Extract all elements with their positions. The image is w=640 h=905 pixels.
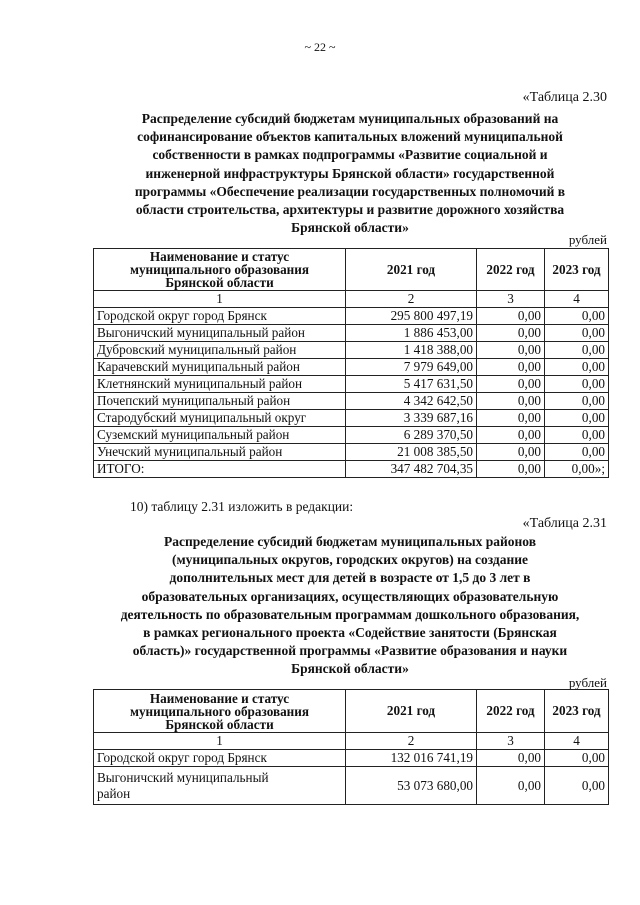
row-name: Клетнянский муниципальный район bbox=[94, 376, 346, 393]
row-2023: 0,00 bbox=[545, 750, 609, 767]
title-line: софинансирование объектов капитальных вложений муниципальной bbox=[137, 129, 563, 145]
total-row bbox=[94, 461, 609, 478]
title-line: (муниципальных округов, городских округов) на создание bbox=[171, 552, 529, 568]
row-2022: 0,00 bbox=[477, 308, 545, 325]
column-number: 3 bbox=[477, 733, 545, 750]
table-row bbox=[94, 767, 609, 805]
table-row bbox=[94, 427, 609, 444]
row-2023: 0,00 bbox=[545, 308, 609, 325]
row-name: Унечский муниципальный район bbox=[94, 444, 346, 461]
row-2023: 0,00 bbox=[545, 767, 609, 805]
total-2023: 0,00»; bbox=[545, 461, 609, 478]
header-2023: 2023 год bbox=[545, 690, 609, 733]
table-row bbox=[94, 376, 609, 393]
table-row bbox=[94, 342, 609, 359]
row-2023: 0,00 bbox=[545, 376, 609, 393]
title-line: Распределение субсидий бюджетам муниципальных образований на bbox=[141, 111, 559, 126]
table-2-31 bbox=[93, 689, 609, 805]
row-2022: 0,00 bbox=[477, 750, 545, 767]
header-name-line: муниципального образования bbox=[129, 262, 310, 277]
title-line: дополнительных мест для детей в возрасте от 1,5 до 3 лет в bbox=[169, 570, 531, 586]
page-number: ~ 22 ~ bbox=[304, 40, 336, 54]
row-name: Выгоничский муниципальный район bbox=[94, 325, 346, 342]
title-line: Распределение субсидий бюджетам муниципальных районов bbox=[163, 534, 537, 549]
row-name: Суземский муниципальный район bbox=[94, 427, 346, 444]
row-2023: 0,00 bbox=[545, 342, 609, 359]
table-2-31-unit: рублей bbox=[568, 675, 607, 690]
column-number: 2 bbox=[346, 291, 477, 308]
table-row bbox=[94, 444, 609, 461]
title-line: Брянской области» bbox=[291, 220, 409, 236]
row-2022: 0,00 bbox=[477, 342, 545, 359]
column-number: 3 bbox=[477, 291, 545, 308]
row-2021: 1 418 388,00 bbox=[346, 342, 477, 359]
row-2022: 0,00 bbox=[477, 393, 545, 410]
header-2021: 2021 год bbox=[346, 249, 477, 291]
column-number-row bbox=[94, 733, 609, 750]
column-number: 1 bbox=[94, 291, 346, 308]
column-number: 4 bbox=[545, 733, 609, 750]
row-2021: 1 886 453,00 bbox=[346, 325, 477, 342]
row-2021: 295 800 497,19 bbox=[346, 308, 477, 325]
header-2023: 2023 год bbox=[545, 249, 609, 291]
row-2022: 0,00 bbox=[477, 359, 545, 376]
table-header-row bbox=[94, 690, 609, 733]
title-line: Брянской области» bbox=[291, 661, 409, 677]
row-2022: 0,00 bbox=[477, 427, 545, 444]
row-2021: 132 016 741,19 bbox=[346, 750, 477, 767]
row-2021: 5 417 631,50 bbox=[346, 376, 477, 393]
column-number: 1 bbox=[94, 733, 346, 750]
row-name: Городской округ город Брянск bbox=[94, 750, 346, 767]
amendment-paragraph: 10) таблицу 2.31 изложить в редакции: bbox=[130, 499, 354, 514]
row-name-line: Выгоничский муниципальный bbox=[97, 769, 269, 785]
table-row bbox=[94, 325, 609, 342]
row-2021: 4 342 642,50 bbox=[346, 393, 477, 410]
table-2-30-reference: «Таблица 2.30 bbox=[522, 90, 607, 105]
header-2022: 2022 год bbox=[477, 690, 545, 733]
row-2021: 7 979 649,00 bbox=[346, 359, 477, 376]
table-2-31-reference: «Таблица 2.31 bbox=[522, 516, 607, 531]
column-number: 2 bbox=[346, 733, 477, 750]
table-header-row bbox=[94, 249, 609, 291]
row-name: Карачевский муниципальный район bbox=[94, 359, 346, 376]
row-name: Стародубский муниципальный округ bbox=[94, 410, 346, 427]
total-2022: 0,00 bbox=[477, 461, 545, 478]
row-2022: 0,00 bbox=[477, 410, 545, 427]
title-line: область)» государственной программы «Развитие образования и науки bbox=[132, 643, 568, 659]
title-line: образовательных организациях, осуществляющих образовательную bbox=[141, 588, 559, 604]
table-row bbox=[94, 359, 609, 376]
row-2022: 0,00 bbox=[477, 444, 545, 461]
row-2023: 0,00 bbox=[545, 427, 609, 444]
row-2023: 0,00 bbox=[545, 444, 609, 461]
title-line: в рамках регионального проекта «Содействие занятости (Брянская bbox=[143, 625, 557, 641]
table-row bbox=[94, 410, 609, 427]
title-line: инженерной инфраструктуры Брянской области» государственной bbox=[145, 165, 555, 181]
row-2022: 0,00 bbox=[477, 376, 545, 393]
row-2023: 0,00 bbox=[545, 325, 609, 342]
title-line: собственности в рамках подпрограммы «Развитие социальной и bbox=[152, 147, 548, 163]
title-line: программы «Обеспечение реализации государственных полномочий в bbox=[134, 183, 566, 199]
table-2-30-title bbox=[95, 110, 605, 237]
header-name bbox=[94, 690, 346, 733]
table-row bbox=[94, 308, 609, 325]
title-line: области строительства, архитектуры и развитие дорожного хозяйства bbox=[135, 202, 565, 218]
column-number-row bbox=[94, 291, 609, 308]
header-2021: 2021 год bbox=[346, 690, 477, 733]
row-2023: 0,00 bbox=[545, 410, 609, 427]
table-2-31-title bbox=[95, 533, 605, 679]
row-2023: 0,00 bbox=[545, 393, 609, 410]
row-2022: 0,00 bbox=[477, 325, 545, 342]
row-name: Городской округ город Брянск bbox=[94, 308, 346, 325]
header-name-line: Брянской области bbox=[165, 716, 274, 732]
header-name-line: Наименование и статус bbox=[149, 690, 290, 706]
table-2-30 bbox=[93, 248, 609, 478]
header-name-line: Наименование и статус bbox=[149, 249, 290, 264]
table-row bbox=[94, 393, 609, 410]
table-row bbox=[94, 750, 609, 767]
header-name bbox=[94, 249, 346, 291]
header-name-line: муниципального образования bbox=[129, 703, 310, 719]
row-name: Почепский муниципальный район bbox=[94, 393, 346, 410]
table-2-30-unit: рублей bbox=[568, 232, 607, 247]
title-line: деятельность по образовательным программам дошкольного образования, bbox=[120, 606, 580, 622]
row-2021: 21 008 385,50 bbox=[346, 444, 477, 461]
header-2022: 2022 год bbox=[477, 249, 545, 291]
column-number: 4 bbox=[545, 291, 609, 308]
row-2022: 0,00 bbox=[477, 767, 545, 805]
total-2021: 347 482 704,35 bbox=[346, 461, 477, 478]
row-name-line: район bbox=[97, 785, 131, 801]
row-name: Дубровский муниципальный район bbox=[94, 342, 346, 359]
row-2021: 6 289 370,50 bbox=[346, 427, 477, 444]
row-2023: 0,00 bbox=[545, 359, 609, 376]
row-name bbox=[94, 767, 346, 805]
row-2021: 3 339 687,16 bbox=[346, 410, 477, 427]
row-2021: 53 073 680,00 bbox=[346, 767, 477, 805]
header-name-line: Брянской области bbox=[165, 275, 274, 290]
total-label: ИТОГО: bbox=[94, 461, 346, 478]
